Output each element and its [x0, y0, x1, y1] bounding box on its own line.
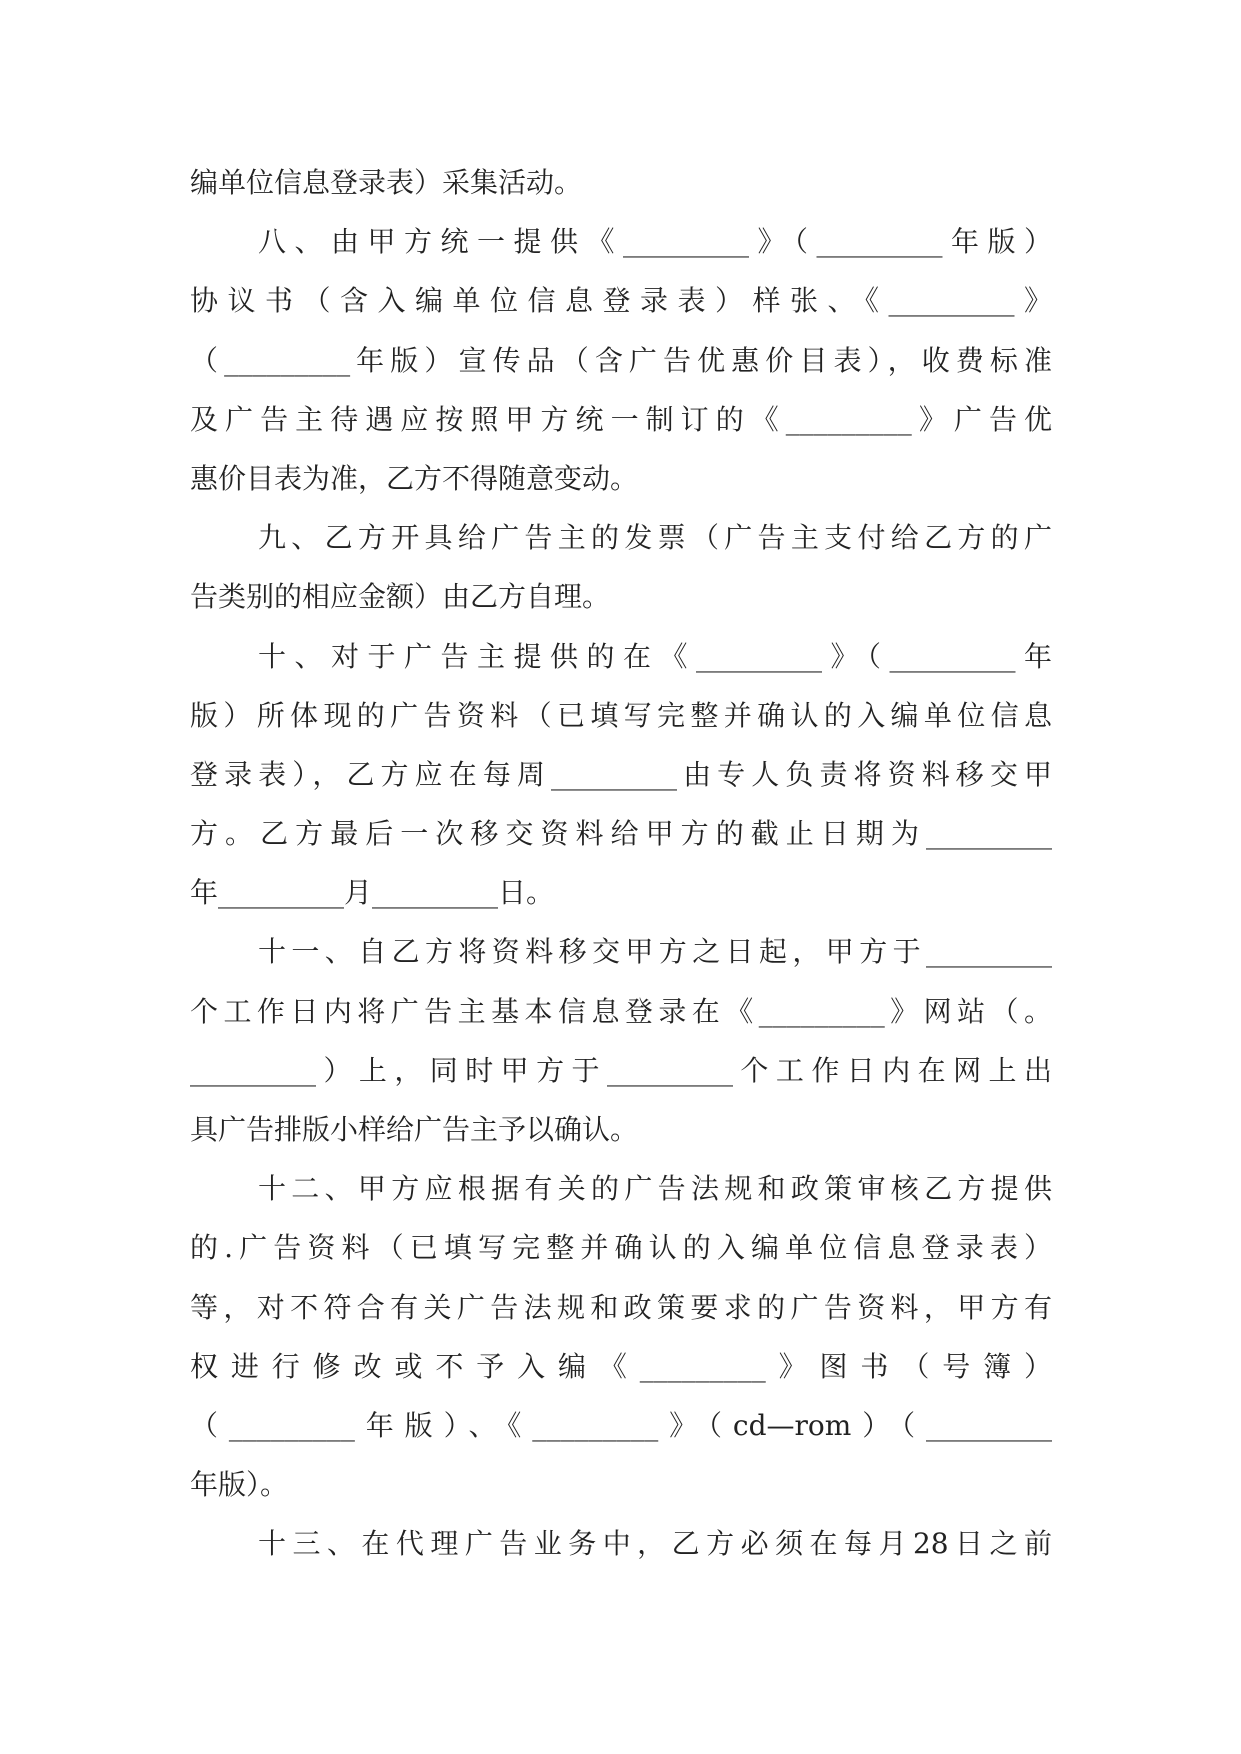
- clause-8-paragraph: [190, 212, 1052, 508]
- text-line: 年_________月_________日。: [190, 876, 555, 910]
- text-line: 及广告主待遇应按照甲方统一制订的《_________》广告优: [190, 402, 1052, 436]
- text-line: 十、对于广告主提供的在《_________》（_________年: [258, 639, 1052, 673]
- text-line: 十三、在代理广告业务中，乙方必须在每月28日之前: [258, 1527, 1052, 1561]
- text-line: 告类别的相应金额）由乙方自理。: [190, 580, 611, 614]
- text-line: 九、乙方开具给广告主的发票（广告主支付给乙方的广: [258, 521, 1052, 555]
- text-line: 惠价目表为准，乙方不得随意变动。: [190, 461, 639, 495]
- text-line: 编单位信息登录表）采集活动。: [190, 166, 583, 199]
- text-line: （_________年版）、《_________》（cd—rom）（_________: [190, 1408, 1052, 1442]
- text-line: _________）上，同时甲方于_________个工作日内在网上出: [190, 1053, 1052, 1087]
- text-line: 年版）。: [190, 1468, 289, 1502]
- clause-13-paragraph: [190, 1514, 1052, 1573]
- clause-9-paragraph: [190, 508, 1052, 626]
- text-line: 八、由甲方统一提供《_________》（_________年版）: [258, 225, 1052, 259]
- text-line: 方。乙方最后一次移交资料给甲方的截止日期为_________: [190, 817, 1052, 851]
- text-line: 登录表），乙方应在每周_________由专人负责将资料移交甲: [190, 757, 1052, 791]
- clause-10-paragraph: [190, 627, 1052, 923]
- text-line: 具广告排版小样给广告主予以确认。: [190, 1113, 639, 1146]
- text-line: 的.广告资料（已填写完整并确认的入编单位信息登录表）: [190, 1231, 1052, 1265]
- text-line: 版）所体现的广告资料（已填写完整并确认的入编单位信息: [190, 698, 1052, 732]
- text-line: 个工作日内将广告主基本信息登录在《_________》网站（。: [190, 994, 1052, 1028]
- text-line: 等，对不符合有关广告法规和政策要求的广告资料，甲方有: [190, 1290, 1052, 1324]
- text-line: （_________年版）宣传品（含广告优惠价目表），收费标准: [190, 343, 1052, 377]
- text-line: 权进行修改或不予入编《_________》图书（号簿）: [190, 1349, 1052, 1383]
- clause-11-paragraph: [190, 922, 1052, 1159]
- text-line: 十二、甲方应根据有关的广告法规和政策审核乙方提供: [258, 1172, 1052, 1206]
- text-line: 协议书（含入编单位信息登录表）样张、《_________》: [190, 284, 1052, 318]
- document-body: [190, 153, 1052, 1574]
- text-line: 十一、自乙方将资料移交甲方之日起，甲方于_________: [258, 935, 1052, 969]
- paragraph-continuation: [190, 153, 1052, 212]
- clause-12-paragraph: [190, 1159, 1052, 1514]
